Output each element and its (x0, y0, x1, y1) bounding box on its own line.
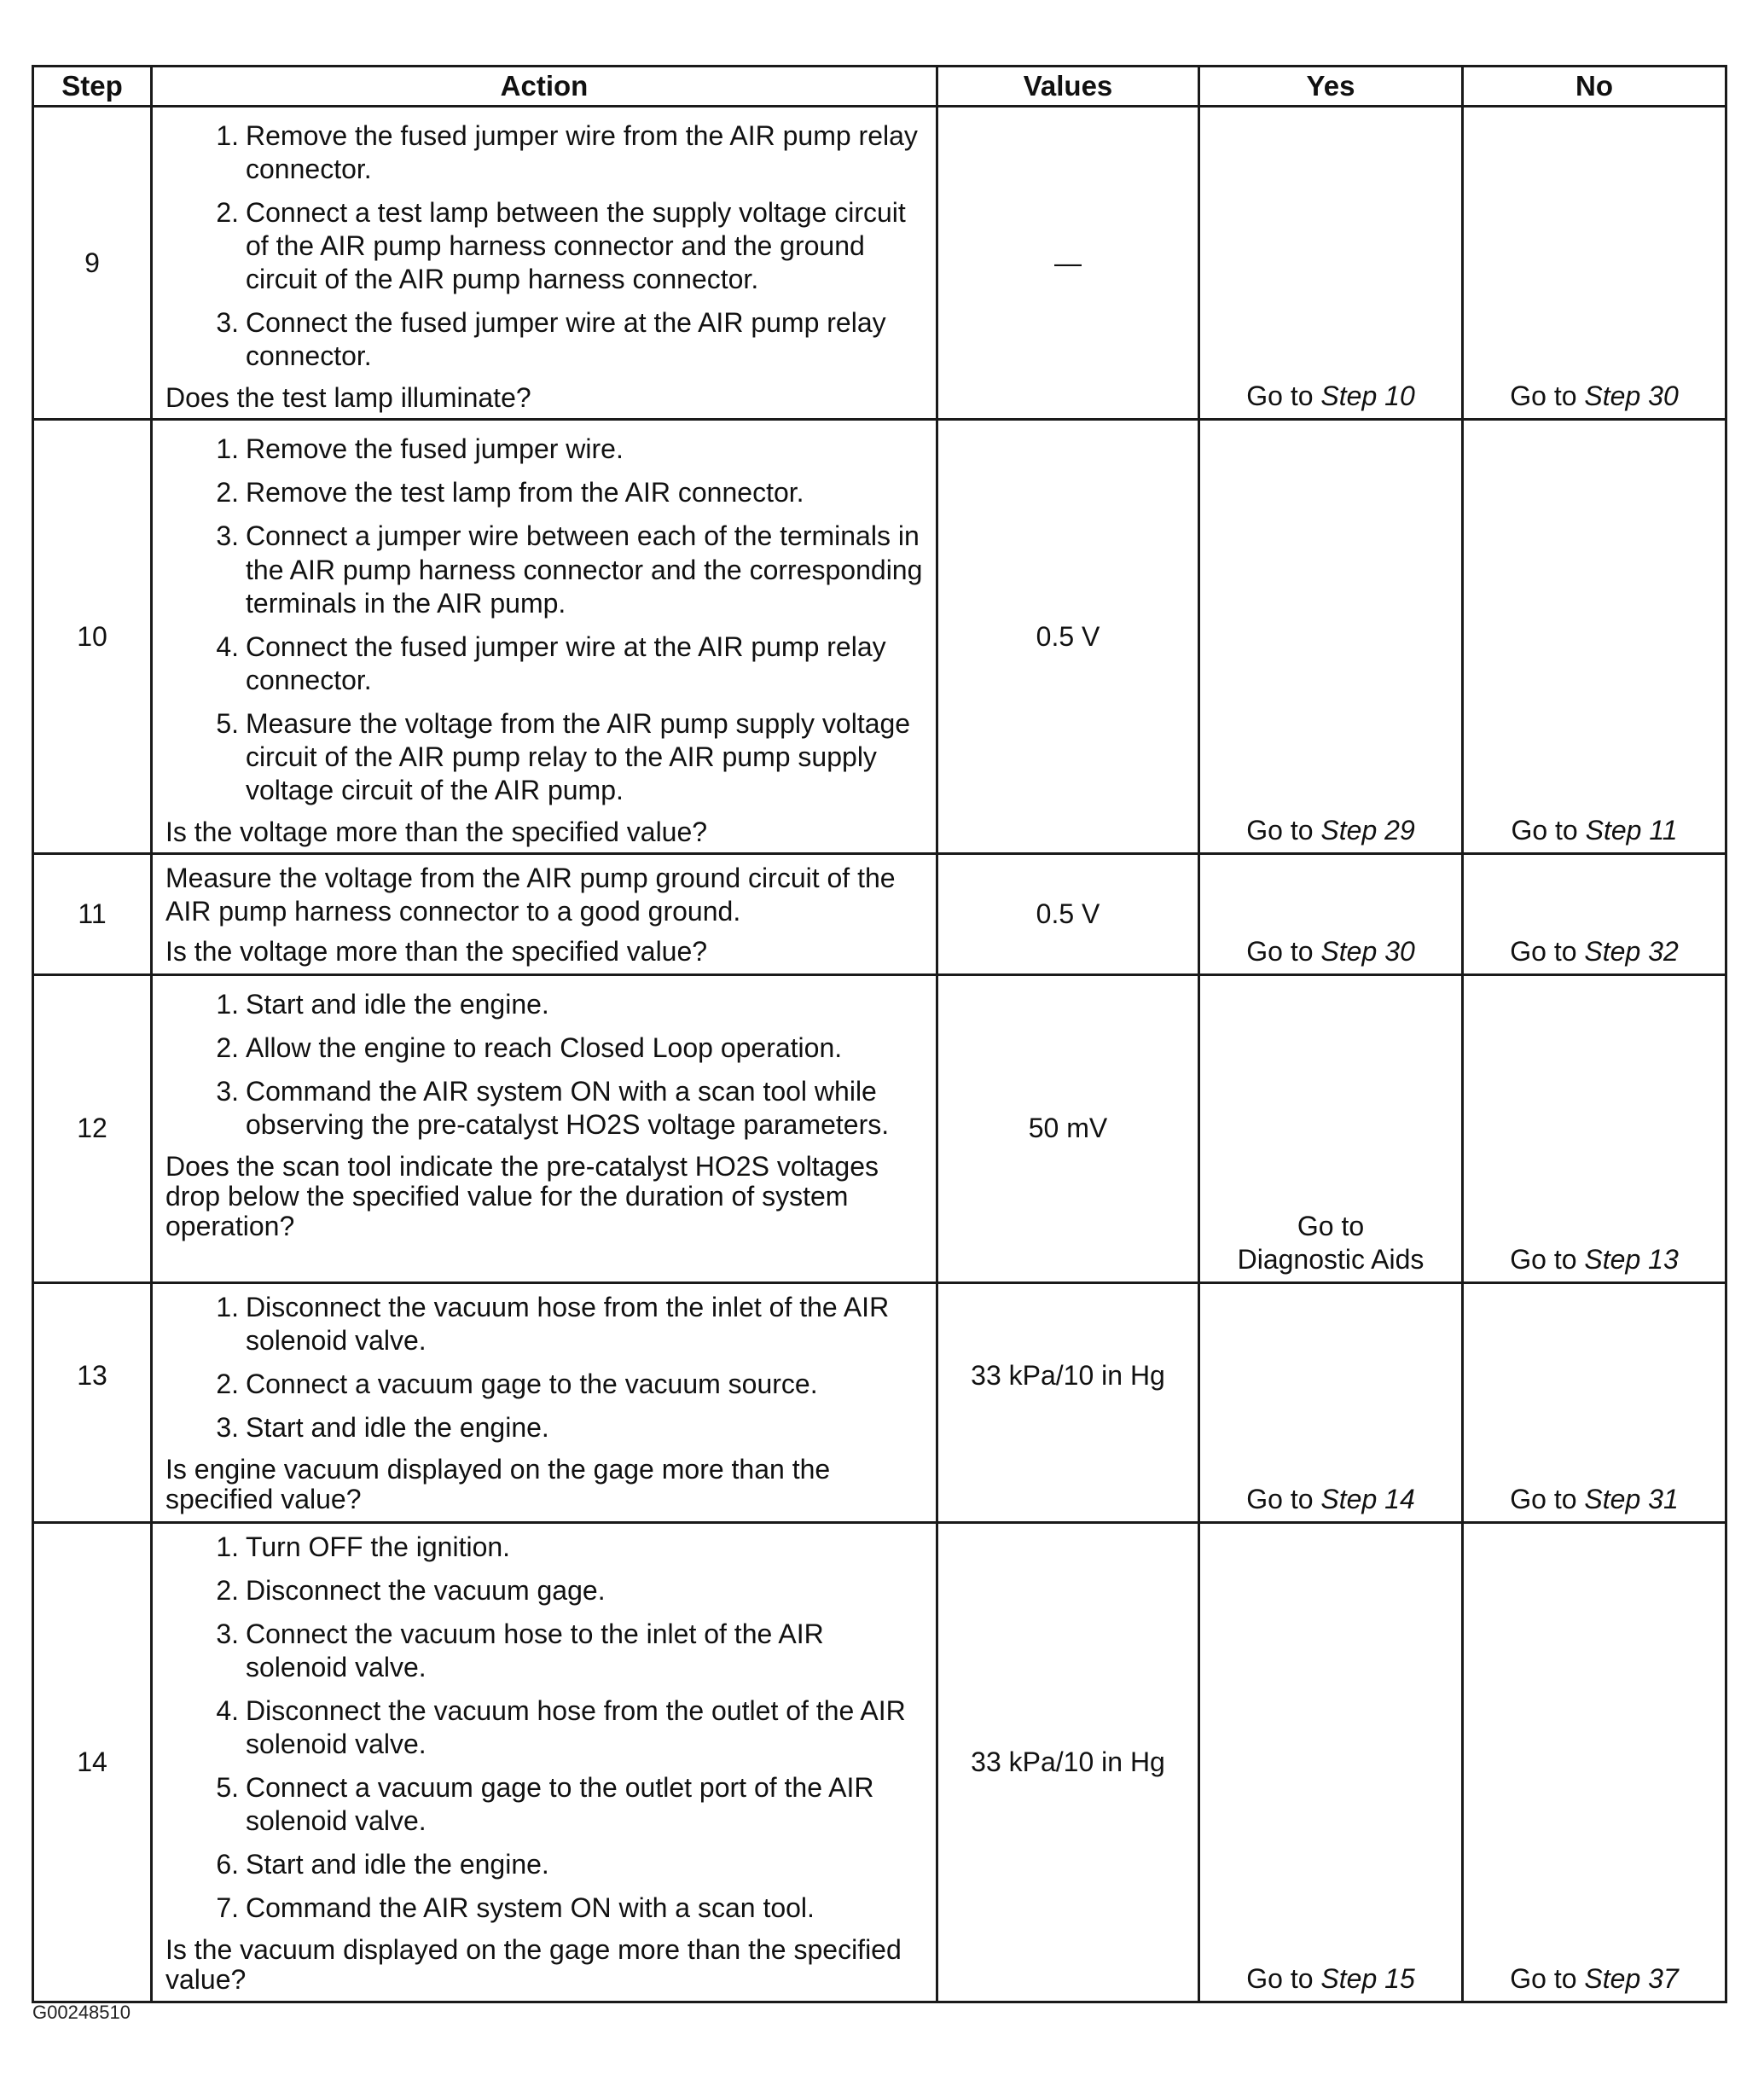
action-cell (152, 974, 937, 1282)
action-item-text: Turn OFF the ignition. (246, 1531, 511, 1562)
yes-cell (1199, 1522, 1463, 2002)
yes-cell (1199, 420, 1463, 854)
yes-step-link[interactable]: Step 29 (1320, 814, 1415, 846)
value-cell: 0.5 V (937, 853, 1199, 974)
action-cell (152, 420, 937, 854)
no-step-link[interactable]: Step 11 (1585, 814, 1678, 846)
action-item-number: 1 . (189, 1531, 239, 1564)
action-item-number: 5 . (189, 1771, 239, 1805)
action-item-text: Remove the fused jumper wire. (246, 433, 624, 465)
action-item (165, 1368, 924, 1401)
action-question: Does the test lamp illuminate? (165, 382, 531, 414)
action-item-text: Connect a vacuum gage to the outlet port of the AIR solenoid valve. (246, 1772, 874, 1837)
action-cell (152, 107, 937, 420)
table-row (33, 853, 1726, 974)
action-item-number: 4 . (189, 1694, 239, 1728)
step-number: 11 (33, 853, 152, 974)
action-cell (152, 1282, 937, 1522)
action-item-text: Connect the fused jumper wire at the AIR pump relay connector. (246, 631, 886, 695)
no-cell (1463, 420, 1726, 854)
action-item (165, 1771, 924, 1838)
no-step-link[interactable]: Step 13 (1584, 1243, 1679, 1275)
yes-step-link[interactable]: Step 15 (1320, 1962, 1415, 1994)
action-item-number: 4 . (189, 631, 239, 664)
action-item-text: Remove the test lamp from the AIR connector. (246, 477, 804, 509)
column-header-step: Step (33, 67, 152, 107)
action-item (165, 1618, 924, 1684)
action-item-number: 6 . (189, 1848, 239, 1881)
no-step-link[interactable]: Step 30 (1584, 381, 1679, 412)
action-item (165, 476, 924, 509)
value-cell: 50 mV (937, 974, 1199, 1282)
yes-cell (1199, 107, 1463, 420)
action-item-text: Disconnect the vacuum hose from the inlet of the AIR solenoid valve. (246, 1291, 890, 1356)
action-list (165, 988, 924, 1142)
action-item (165, 520, 924, 619)
action-item-number: 2 . (189, 1574, 239, 1607)
action-item (165, 988, 924, 1021)
action-item-text: Disconnect the vacuum gage. (246, 1574, 606, 1606)
action-item-number: 2 . (189, 196, 239, 230)
action-item-text: Remove the fused jumper wire from the AIR pump relay connector. (246, 120, 918, 185)
column-header-action: Action (152, 67, 937, 107)
action-item-text: Start and idle the engine. (246, 988, 549, 1020)
action-item (165, 433, 924, 466)
action-item-text: Connect a test lamp between the supply voltage circuit of the AIR pump harness connector and the ground circuit of the AIR pump harness connector. (246, 197, 906, 295)
action-list (165, 433, 924, 806)
action-item (165, 1291, 924, 1357)
action-item-text: Connect a jumper wire between each of the terminals in the AIR pump harness connector and the corresponding terminals in the AIR pump. (246, 520, 923, 619)
action-item (165, 1848, 924, 1881)
no-step-link[interactable]: Step 31 (1584, 1483, 1679, 1514)
no-prefix: Go to (1510, 1483, 1577, 1514)
table-row (33, 1282, 1726, 1522)
action-item (165, 1892, 924, 1925)
action-item (165, 1694, 924, 1761)
action-item (165, 1075, 924, 1142)
figure-code: G00248510 (32, 2002, 131, 2023)
no-prefix: Go to (1511, 814, 1578, 846)
action-item (165, 119, 924, 186)
action-item-text: Measure the voltage from the AIR pump supply voltage circuit of the AIR pump relay to the AIR pump supply voltage circuit of the AIR pump. (246, 707, 911, 805)
action-item (165, 306, 924, 373)
action-item-text: Command the AIR system ON with a scan tool while observing the pre-catalyst HO2S voltage parameters. (246, 1075, 890, 1140)
value-cell: 0.5 V (937, 420, 1199, 854)
yes-step-link[interactable]: Step 14 (1320, 1483, 1415, 1514)
action-item-number: 3 . (189, 1618, 239, 1651)
yes-cell (1199, 853, 1463, 974)
diagnostic-page (32, 65, 1725, 2003)
column-header-no: No (1463, 67, 1726, 107)
action-list (165, 1291, 924, 1444)
table-row (33, 974, 1726, 1282)
action-item-text: Connect the fused jumper wire at the AIR pump relay connector. (246, 307, 886, 372)
action-item-number: 1 . (189, 433, 239, 466)
action-question: Is engine vacuum displayed on the gage more than the specified value? (165, 1454, 831, 1515)
action-item (165, 707, 924, 807)
action-item-number: 3 . (189, 306, 239, 340)
no-prefix: Go to (1510, 1243, 1577, 1275)
action-item-text: Start and idle the engine. (246, 1412, 549, 1443)
action-item-text: Connect a vacuum gage to the vacuum source. (246, 1368, 818, 1399)
no-cell (1463, 1522, 1726, 2002)
action-item-text: Disconnect the vacuum hose from the outlet of the AIR solenoid valve. (246, 1695, 906, 1760)
action-question: Is the vacuum displayed on the gage more than the specified value? (165, 1934, 902, 1996)
action-question: Is the voltage more than the specified value? (165, 816, 708, 847)
action-item-number: 1 . (189, 1291, 239, 1324)
action-item (165, 1032, 924, 1065)
action-question: Is the voltage more than the specified value? (165, 935, 708, 967)
action-item (165, 1531, 924, 1564)
action-item-text: Start and idle the engine. (246, 1849, 549, 1880)
action-item-number: 3 . (189, 520, 239, 553)
no-cell (1463, 974, 1726, 1282)
diagnostic-table (32, 65, 1727, 2003)
action-item-number: 2 . (189, 476, 239, 509)
action-item-number: 2 . (189, 1368, 239, 1401)
no-cell (1463, 1282, 1726, 1522)
yes-step-link[interactable]: Step 10 (1320, 381, 1415, 412)
action-item-number: 2 . (189, 1032, 239, 1065)
no-step-link[interactable]: Step 32 (1584, 935, 1679, 967)
action-item-text: Allow the engine to reach Closed Loop operation. (246, 1032, 843, 1063)
column-header-values: Values (937, 67, 1199, 107)
step-number: 9 (33, 107, 152, 420)
action-item (165, 1411, 924, 1444)
action-item (165, 631, 924, 697)
action-item-number: 1 . (189, 988, 239, 1021)
value-cell: 33 kPa/10 in Hg (937, 1282, 1199, 1522)
yes-prefix: Go to (1246, 1962, 1314, 1994)
action-item (165, 196, 924, 296)
no-prefix: Go to (1510, 1962, 1577, 1994)
no-cell (1463, 107, 1726, 420)
no-prefix: Go to (1510, 935, 1577, 967)
action-item-text: Connect the vacuum hose to the inlet of the AIR solenoid valve. (246, 1618, 824, 1682)
action-item-number: 3 . (189, 1075, 239, 1108)
action-instruction: Measure the voltage from the AIR pump ground circuit of the AIR pump harness connector to a good ground. (165, 862, 896, 927)
action-item-number: 5 . (189, 707, 239, 741)
no-prefix: Go to (1510, 381, 1577, 412)
value-cell: — (937, 107, 1199, 420)
table-row (33, 420, 1726, 854)
yes-step-link[interactable]: Step 30 (1320, 935, 1415, 967)
action-item (165, 1574, 924, 1607)
action-item-text: Command the AIR system ON with a scan tool. (246, 1892, 815, 1924)
yes-diagnostic-aids-link[interactable]: Diagnostic Aids (1237, 1243, 1425, 1275)
yes-prefix: Go to (1246, 381, 1314, 412)
yes-prefix: Go to (1246, 1483, 1314, 1514)
no-step-link[interactable]: Step 37 (1584, 1962, 1679, 1994)
value-cell: 33 kPa/10 in Hg (937, 1522, 1199, 2002)
step-number: 14 (33, 1522, 152, 2002)
yes-cell (1199, 1282, 1463, 1522)
step-number: 13 (33, 1282, 152, 1522)
action-question: Does the scan tool indicate the pre-catalyst HO2S voltages drop below the specified value for the duration of system operation? (165, 1151, 879, 1242)
action-list (165, 1531, 924, 1925)
table-row (33, 107, 1726, 420)
action-item-number: 3 . (189, 1411, 239, 1444)
action-cell (152, 853, 937, 974)
no-cell (1463, 853, 1726, 974)
table-row (33, 1522, 1726, 2002)
action-item-number: 1 . (189, 119, 239, 153)
yes-prefix: Go to (1246, 935, 1314, 967)
step-number: 10 (33, 420, 152, 854)
action-cell (152, 1522, 937, 2002)
column-header-yes: Yes (1199, 67, 1463, 107)
action-list (165, 119, 924, 373)
step-number: 12 (33, 974, 152, 1282)
table-header-row (33, 67, 1726, 107)
yes-cell (1199, 974, 1463, 1282)
yes-prefix: Go to (1297, 1210, 1365, 1241)
yes-prefix: Go to (1246, 814, 1314, 846)
action-item-number: 7 . (189, 1892, 239, 1925)
